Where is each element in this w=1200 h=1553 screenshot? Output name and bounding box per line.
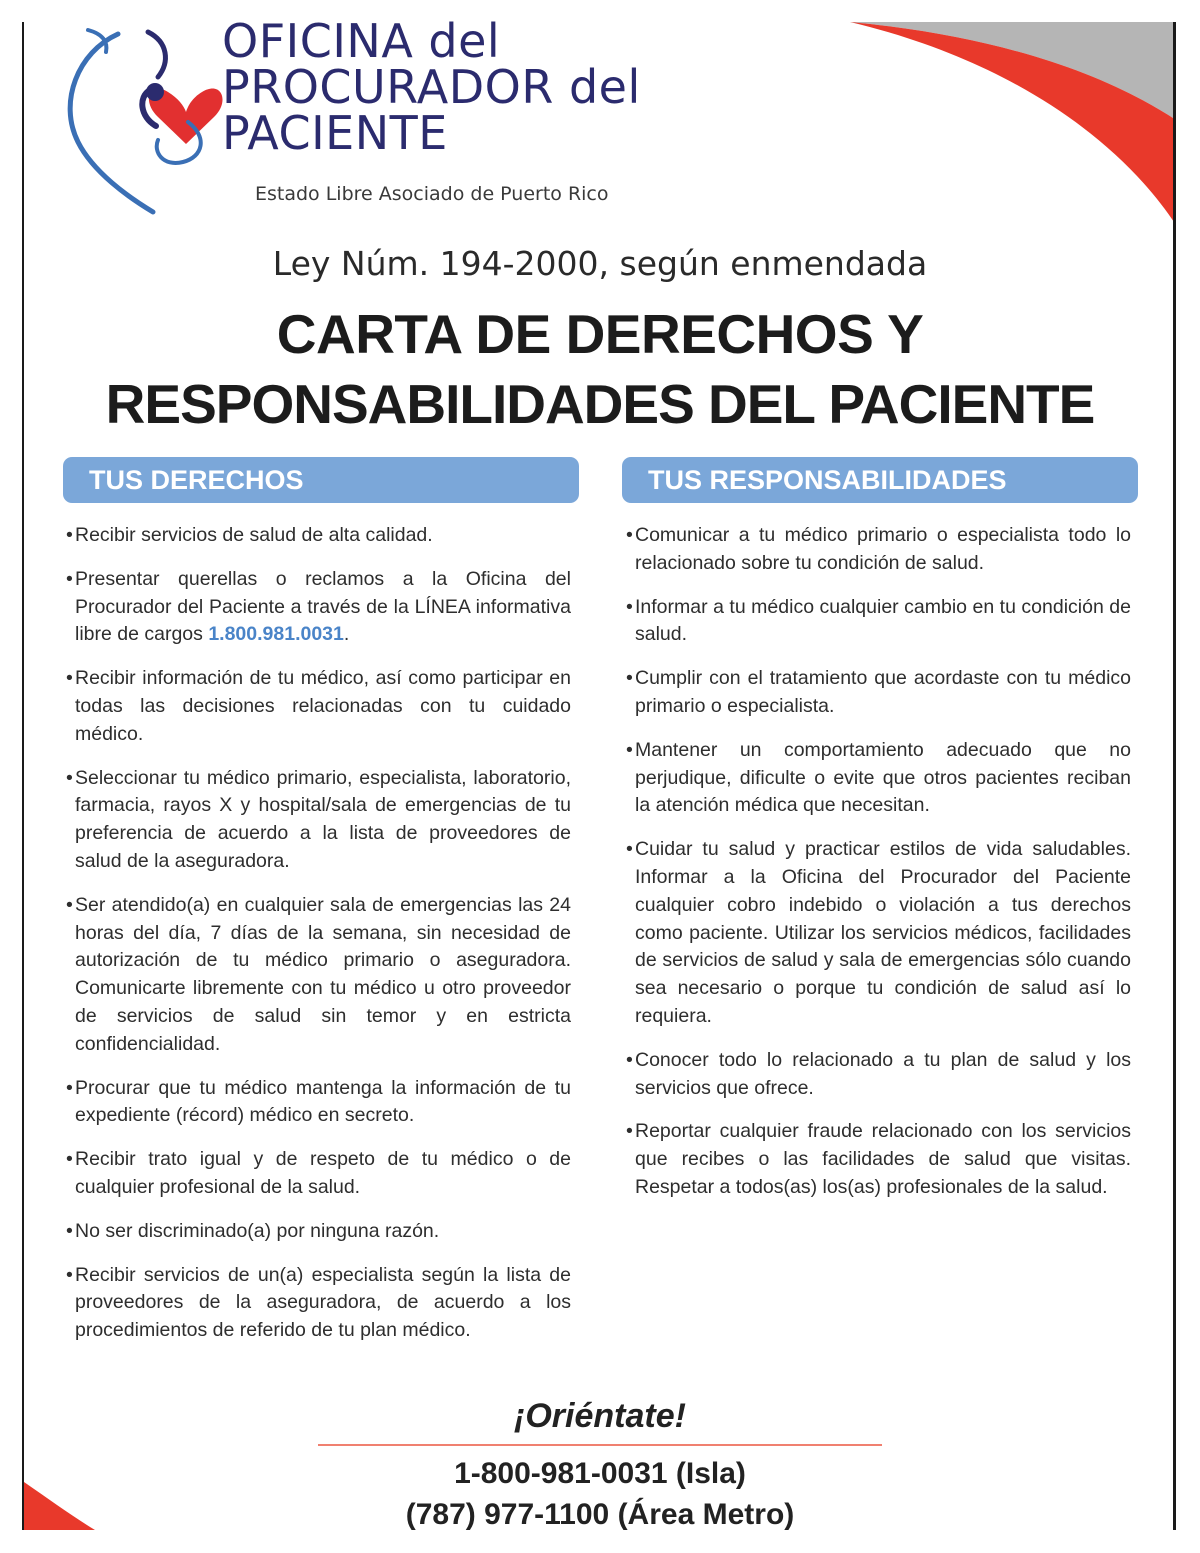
org-name-line1: OFICINA del bbox=[222, 14, 501, 68]
rights-item: • Recibir trato igual y de respeto de tu médico o de cualquier profesional de la salud. bbox=[66, 1148, 571, 1198]
rights-item: • Recibir servicios de salud de alta calidad. bbox=[66, 524, 433, 546]
rights-item: • Ser atendido(a) en cualquier sala de emergencias las 24 horas del día, 7 días de la semana, sin necesidad de autorización de tu médico primario o aseguradora. Comunicarte libremente con tu médico u otro proveedor de servicios de salud sin temor y en estricta confidencialidad. bbox=[66, 893, 571, 1055]
rights-item: • Procurar que tu médico mantenga la información de tu expediente (récord) médico en secreto. bbox=[66, 1076, 571, 1127]
orientation-divider bbox=[318, 1444, 882, 1446]
responsibility-item: • Mantener un comportamiento adecuado que no perjudique, dificulte o evite que otros pacientes reciban la atención médica que necesitan. bbox=[626, 738, 1131, 817]
rights-list-column bbox=[66, 522, 571, 1361]
responsibility-item: • Reportar cualquier fraude relacionado con los servicios que recibes o las facilidades de salud que visitas. Respetar a todos(as) los(as) profesionales de la salud. bbox=[626, 1120, 1131, 1198]
responsibility-item: • Comunicar a tu médico primario o especialista todo lo relacionado sobre tu condición de salud. bbox=[626, 524, 1131, 574]
phone-isla[interactable]: 1-800-981-0031 (Isla) bbox=[454, 1457, 746, 1490]
rights-item: • Seleccionar tu médico primario, especialista, laboratorio, farmacia, rayos X y hospital/sala de emergencias de tu preferencia de acuerdo a la lista de proveedores de salud de la aseguradora. bbox=[66, 766, 571, 872]
org-name-line2: PROCURADOR del bbox=[222, 60, 641, 114]
rights-item: • Recibir información de tu médico, así como participar en todas las decisiones relacionadas con tu cuidado médico. bbox=[66, 667, 571, 745]
page-title-line2: RESPONSABILIDADES DEL PACIENTE bbox=[105, 373, 1095, 435]
law-reference: Ley Núm. 194-2000, según enmendada bbox=[272, 244, 928, 283]
organization-name bbox=[222, 14, 782, 160]
patient-heart-logo-icon bbox=[58, 22, 233, 222]
org-name-line3: PACIENTE bbox=[222, 106, 448, 160]
rights-item: • Presentar querellas o reclamos a la Oficina del Procurador del Paciente a través de la LÍNEA informativa libre de cargos 1.800.981.0031. bbox=[66, 567, 571, 646]
responsibilities-list bbox=[626, 522, 1131, 1202]
hotline-phone-link[interactable]: 1.800.981.0031 bbox=[208, 623, 344, 646]
responsibility-item: • Cumplir con el tratamiento que acordaste con tu médico primario o especialista. bbox=[626, 667, 1131, 717]
phone-area-metro[interactable]: (787) 977-1100 (Área Metro) bbox=[405, 1498, 795, 1531]
rights-section-header: TUS DERECHOS bbox=[63, 457, 579, 503]
responsibility-item: • Informar a tu médico cualquier cambio en tu condición de salud. bbox=[626, 595, 1131, 646]
responsibility-item: • Cuidar tu salud y practicar estilos de vida saludables. Informar a la Oficina del Procurador del Paciente cualquier cobro indebido o violación a tus derechos como paciente. Utilizar los servicios médicos, facilidades de servicios de salud y sala de emergencias sólo cuando sea necesario o porque tu condición de salud así lo requiera. bbox=[626, 838, 1131, 1027]
orientation-heading: ¡Oriéntate! bbox=[514, 1397, 686, 1435]
organization-subtitle: Estado Libre Asociado de Puerto Rico bbox=[255, 183, 609, 205]
rights-item: • No ser discriminado(a) por ninguna razón. bbox=[66, 1219, 440, 1242]
rights-list bbox=[66, 522, 571, 1345]
responsibility-item: • Conocer todo lo relacionado a tu plan de salud y los servicios que ofrece. bbox=[626, 1048, 1131, 1099]
page-title-line1: CARTA DE DERECHOS Y bbox=[276, 303, 924, 365]
responsibilities-list-column bbox=[626, 522, 1131, 1218]
responsibilities-section-header: TUS RESPONSABILIDADES bbox=[622, 457, 1138, 503]
rights-item: • Recibir servicios de un(a) especialista según la lista de proveedores de la aseguradora, de acuerdo a los procedimientos de referido de tu plan médico. bbox=[66, 1263, 571, 1342]
